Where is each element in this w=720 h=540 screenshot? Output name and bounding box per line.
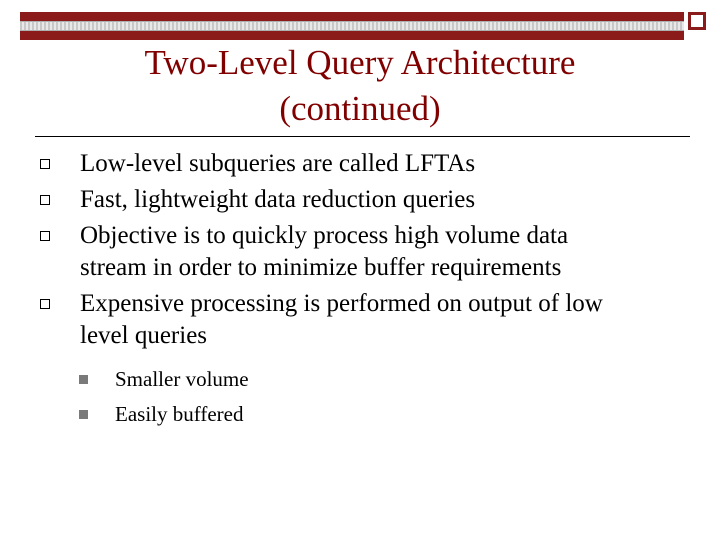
- header-decoration-bar: [20, 12, 684, 40]
- sub-bullet-item: [79, 401, 690, 428]
- sub-bullet-text: Smaller volume: [115, 367, 249, 391]
- bullet-item: [40, 148, 690, 180]
- bullet-item: [40, 220, 690, 284]
- bullet-text: Expensive processing is performed on output of low: [80, 290, 603, 317]
- corner-square-icon: [688, 12, 706, 30]
- sub-bullet-list: [40, 366, 690, 428]
- bullet-list: [40, 148, 690, 436]
- hollow-square-bullet-icon: [40, 299, 50, 309]
- bullet-item: [40, 288, 690, 352]
- decoration-band-top: [20, 12, 684, 21]
- bullet-item: [40, 184, 690, 216]
- slide-title: [60, 40, 660, 132]
- sub-bullet-text: Easily buffered: [115, 402, 244, 426]
- sub-bullet-item: [79, 366, 690, 393]
- filled-square-bullet-icon: [79, 375, 88, 384]
- bullet-text: Objective is to quickly process high volume data: [80, 222, 569, 249]
- title-line-2: (continued): [279, 89, 441, 128]
- hollow-square-bullet-icon: [40, 195, 50, 205]
- bullet-text: Low-level subqueries are called LFTAs: [80, 150, 476, 177]
- bullet-text-continued: level queries: [80, 322, 208, 349]
- filled-square-bullet-icon: [79, 410, 88, 419]
- hollow-square-bullet-icon: [40, 159, 50, 169]
- title-divider: [35, 136, 690, 137]
- bullet-text-continued: stream in order to minimize buffer requirements: [80, 254, 562, 281]
- decoration-band-bottom: [20, 31, 684, 40]
- hollow-square-bullet-icon: [40, 231, 50, 241]
- title-line-1: Two-Level Query Architecture: [144, 43, 576, 82]
- decoration-band-middle: [20, 21, 684, 32]
- bullet-text: Fast, lightweight data reduction queries: [80, 186, 476, 213]
